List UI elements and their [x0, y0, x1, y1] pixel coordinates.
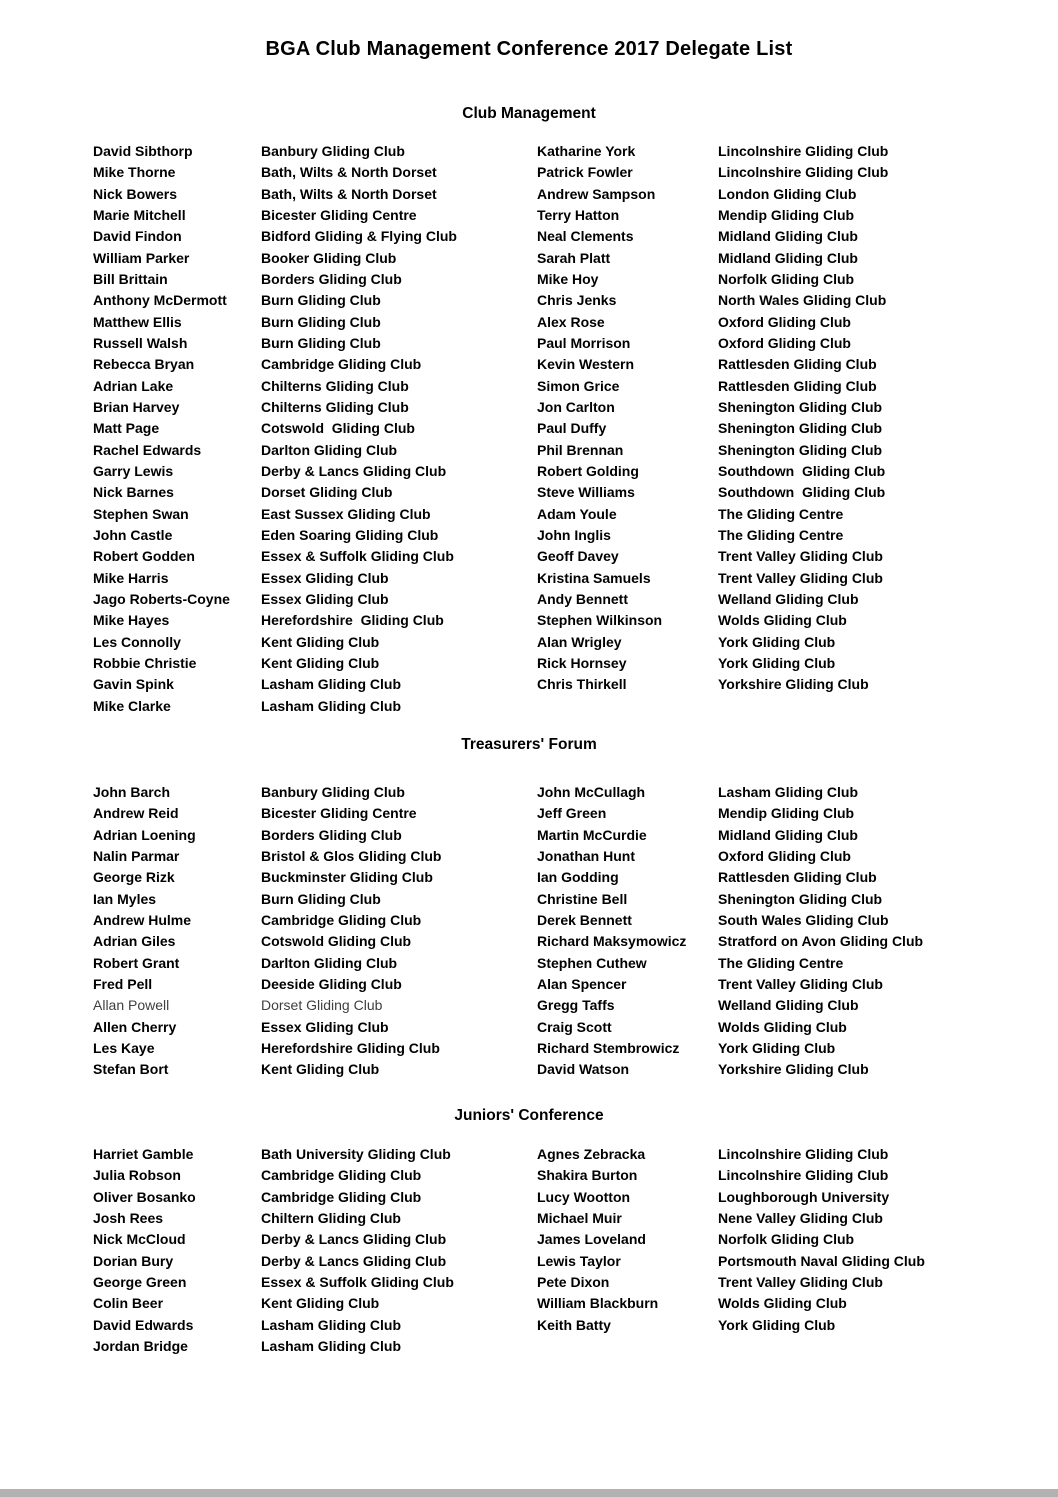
delegate-name: Les Connolly: [93, 633, 181, 650]
delegate-club: Burn Gliding Club: [261, 313, 381, 330]
delegate-name: George Green: [93, 1273, 187, 1290]
delegate-club: Shenington Gliding Club: [718, 890, 883, 907]
delegate-name: Agnes Zebracka: [537, 1146, 646, 1162]
delegate-name: Rick Hornsey: [537, 654, 627, 671]
delegate-name: Andrew Reid: [93, 805, 179, 822]
delegate-club: Bicester Gliding Centre: [261, 206, 417, 223]
delegate-club: Dorset Gliding Club: [261, 997, 383, 1014]
delegate-club: York Gliding Club: [718, 1039, 836, 1056]
delegate-club: Borders Gliding Club: [261, 826, 402, 843]
delegate-name: Gavin Spink: [93, 676, 174, 693]
delegate-name: Mike Hayes: [93, 612, 170, 629]
delegate-club: Yorkshire Gliding Club: [718, 676, 869, 693]
delegate-name: Bill Brittain: [93, 270, 168, 287]
delegate-club: Derby & Lancs Gliding Club: [261, 1231, 447, 1248]
delegate-club: Bristol & Glos Gliding Club: [261, 847, 442, 864]
delegate-name: Mike Thorne: [93, 164, 176, 181]
delegate-name: Sarah Platt: [537, 249, 611, 266]
delegate-name: Jeff Green: [537, 805, 607, 822]
delegate-club: Wolds Gliding Club: [718, 612, 847, 629]
delegate-club: Burn Gliding Club: [261, 890, 381, 907]
delegate-name: Alan Spencer: [537, 975, 627, 992]
delegate-name: Rebecca Bryan: [93, 356, 195, 373]
delegate-name: Patrick Fowler: [537, 164, 633, 181]
delegate-name: Mike Harris: [93, 569, 169, 586]
delegate-name: Andrew Sampson: [537, 185, 656, 202]
delegate-name: Lucy Wootton: [537, 1188, 631, 1205]
bottom-edge-bar: [0, 1489, 1058, 1497]
delegate-club: London Gliding Club: [718, 185, 857, 202]
delegate-name: Katharine York: [537, 143, 636, 159]
delegate-club: Deeside Gliding Club: [261, 975, 402, 992]
delegate-club: Loughborough University: [718, 1188, 890, 1205]
delegate-club: Oxford Gliding Club: [718, 334, 851, 351]
delegate-club: Kent Gliding Club: [261, 1295, 380, 1312]
delegate-name: Adrian Giles: [93, 933, 176, 950]
delegate-club: Welland Gliding Club: [718, 997, 859, 1014]
delegate-club: Cambridge Gliding Club: [261, 1167, 422, 1184]
delegate-name: Jon Carlton: [537, 398, 615, 415]
delegate-club: Herefordshire Gliding Club: [261, 1039, 440, 1056]
delegate-club: Cambridge Gliding Club: [261, 1188, 422, 1205]
delegate-name: Russell Walsh: [93, 334, 188, 351]
delegate-name: Marie Mitchell: [93, 206, 186, 223]
delegate-club: Bath, Wilts & North Dorset: [261, 185, 437, 202]
delegate-club: Chilterns Gliding Club: [261, 377, 409, 394]
delegate-name: Martin McCurdie: [537, 826, 647, 843]
delegate-club: Nene Valley Gliding Club: [718, 1209, 883, 1226]
delegate-club: Essex & Suffolk Gliding Club: [261, 1273, 454, 1290]
delegate-name: Stephen Swan: [93, 505, 189, 522]
delegate-club: Burn Gliding Club: [261, 334, 381, 351]
delegate-name: Colin Beer: [93, 1295, 164, 1312]
delegate-club: Essex Gliding Club: [261, 569, 389, 586]
delegate-name: [537, 1336, 718, 1357]
delegate-club: Trent Valley Gliding Club: [718, 975, 883, 992]
delegate-club: Shenington Gliding Club: [718, 441, 883, 458]
delegate-club: Derby & Lancs Gliding Club: [261, 462, 447, 479]
delegate-name: Harriet Gamble: [93, 1146, 194, 1162]
delegate-name: Alex Rose: [537, 313, 605, 330]
delegate-club: Lincolnshire Gliding Club: [718, 164, 889, 181]
delegate-name: Kristina Samuels: [537, 569, 651, 586]
delegate-name: Mike Hoy: [537, 270, 599, 287]
delegate-club: Buckminster Gliding Club: [261, 869, 433, 886]
delegate-table: [93, 1144, 1023, 1357]
delegate-club: Essex Gliding Club: [261, 1018, 389, 1035]
delegate-name: Ian Godding: [537, 869, 619, 886]
delegate-name: Allan Powell: [93, 997, 170, 1014]
delegate-club: Norfolk Gliding Club: [718, 1231, 855, 1248]
delegate-name: Richard Stembrowicz: [537, 1039, 680, 1056]
delegate-club: Rattlesden Gliding Club: [718, 356, 877, 373]
delegate-club: Lasham Gliding Club: [261, 1337, 402, 1354]
delegate-club: Portsmouth Naval Gliding Club: [718, 1252, 925, 1269]
delegate-club: Cotswold Gliding Club: [261, 420, 415, 437]
delegate-name: Andy Bennett: [537, 590, 628, 607]
delegate-name: Phil Brennan: [537, 441, 624, 458]
delegate-club: Eden Soaring Gliding Club: [261, 526, 439, 543]
delegate-club: Chiltern Gliding Club: [261, 1209, 401, 1226]
delegate-name: David Sibthorp: [93, 143, 193, 159]
delegate-name: Jago Roberts-Coyne: [93, 590, 230, 607]
delegate-club: Herefordshire Gliding Club: [261, 612, 444, 629]
delegate-club: Midland Gliding Club: [718, 826, 858, 843]
delegate-name: James Loveland: [537, 1231, 646, 1248]
delegate-name: Nalin Parmar: [93, 847, 180, 864]
delegate-name: Robert Golding: [537, 462, 639, 479]
delegate-name: Kevin Western: [537, 356, 634, 373]
delegate-club: York Gliding Club: [718, 1316, 836, 1333]
delegate-club: Chilterns Gliding Club: [261, 398, 409, 415]
delegate-club: Darlton Gliding Club: [261, 441, 398, 458]
delegate-club: Norfolk Gliding Club: [718, 270, 855, 287]
delegate-club: Lasham Gliding Club: [261, 1316, 402, 1333]
delegate-name: John Inglis: [537, 526, 611, 543]
delegate-name: Steve Williams: [537, 484, 635, 501]
delegate-club: Trent Valley Gliding Club: [718, 569, 883, 586]
delegate-club: Borders Gliding Club: [261, 270, 402, 287]
delegate-club: Kent Gliding Club: [261, 633, 380, 650]
delegate-club: Southdown Gliding Club: [718, 484, 886, 501]
delegate-name: Robert Godden: [93, 548, 195, 565]
delegate-club: Oxford Gliding Club: [718, 847, 851, 864]
delegate-name: Michael Muir: [537, 1209, 622, 1226]
delegate-club: Cambridge Gliding Club: [261, 356, 422, 373]
delegate-name: William Parker: [93, 249, 190, 266]
delegate-club: Mendip Gliding Club: [718, 206, 855, 223]
delegate-name: Anthony McDermott: [93, 292, 227, 309]
delegate-name: Nick Bowers: [93, 185, 178, 202]
delegate-club: Bidford Gliding & Flying Club: [261, 228, 457, 245]
delegate-name: Jordan Bridge: [93, 1337, 188, 1354]
delegate-club: Booker Gliding Club: [261, 249, 397, 266]
section-heading: Juniors' Conference: [454, 1107, 604, 1124]
delegate-name: Mike Clarke: [93, 697, 171, 714]
delegate-name: Matt Page: [93, 420, 160, 437]
delegate-name: Shakira Burton: [537, 1167, 638, 1184]
delegate-name: David Edwards: [93, 1316, 194, 1333]
delegate-name: Geoff Davey: [537, 548, 619, 565]
delegate-club: Banbury Gliding Club: [261, 143, 405, 159]
delegate-club: Wolds Gliding Club: [718, 1295, 847, 1312]
delegate-club: Lincolnshire Gliding Club: [718, 1167, 889, 1184]
delegate-name: Terry Hatton: [537, 206, 620, 223]
delegate-club: Kent Gliding Club: [261, 1061, 380, 1078]
delegate-name: Craig Scott: [537, 1018, 612, 1035]
delegate-name: Stephen Wilkinson: [537, 612, 663, 629]
delegate-club: York Gliding Club: [718, 633, 836, 650]
delegate-name: Andrew Hulme: [93, 911, 192, 928]
delegate-name: Robert Grant: [93, 954, 180, 971]
delegate-club: Cotswold Gliding Club: [261, 933, 412, 950]
delegate-name: Josh Rees: [93, 1209, 164, 1226]
page-title: BGA Club Management Conference 2017 Delegate List: [265, 38, 793, 60]
delegate-club: Derby & Lancs Gliding Club: [261, 1252, 447, 1269]
delegate-club: Stratford on Avon Gliding Club: [718, 933, 924, 950]
delegate-club: Essex Gliding Club: [261, 590, 389, 607]
delegate-name: David Findon: [93, 228, 182, 245]
delegate-name: John Barch: [93, 784, 171, 800]
delegate-name: Stefan Bort: [93, 1061, 169, 1078]
delegate-club: [718, 696, 1023, 717]
delegate-club: York Gliding Club: [718, 654, 836, 671]
delegate-club: Lasham Gliding Club: [718, 784, 859, 800]
delegate-name: Oliver Bosanko: [93, 1188, 196, 1205]
delegate-club: South Wales Gliding Club: [718, 911, 889, 928]
delegate-club: Midland Gliding Club: [718, 228, 858, 245]
delegate-club: The Gliding Centre: [718, 526, 844, 543]
delegate-club: Lincolnshire Gliding Club: [718, 143, 889, 159]
delegate-club: Rattlesden Gliding Club: [718, 869, 877, 886]
delegate-name: Paul Morrison: [537, 334, 631, 351]
delegate-club: Banbury Gliding Club: [261, 784, 405, 800]
delegate-name: John McCullagh: [537, 784, 646, 800]
delegate-name: Les Kaye: [93, 1039, 155, 1056]
delegate-club: Trent Valley Gliding Club: [718, 1273, 883, 1290]
delegate-club: Bicester Gliding Centre: [261, 805, 417, 822]
delegate-name: William Blackburn: [537, 1295, 659, 1312]
delegate-name: Adam Youle: [537, 505, 617, 522]
delegate-club: Welland Gliding Club: [718, 590, 859, 607]
delegate-name: Simon Grice: [537, 377, 620, 394]
delegate-club: Yorkshire Gliding Club: [718, 1061, 869, 1078]
delegate-name: Stephen Cuthew: [537, 954, 647, 971]
delegate-club: Bath University Gliding Club: [261, 1146, 451, 1162]
delegate-name: Allen Cherry: [93, 1018, 177, 1035]
delegate-club: Dorset Gliding Club: [261, 484, 393, 501]
delegate-club: Lincolnshire Gliding Club: [718, 1146, 889, 1162]
delegate-name: Christine Bell: [537, 890, 628, 907]
delegate-name: Gregg Taffs: [537, 997, 615, 1014]
delegate-name: Dorian Bury: [93, 1252, 174, 1269]
delegate-name: Ian Myles: [93, 890, 157, 907]
delegate-name: John Castle: [93, 526, 173, 543]
delegate-name: Nick Barnes: [93, 484, 174, 501]
delegate-club: The Gliding Centre: [718, 505, 844, 522]
delegate-name: Neal Clements: [537, 228, 634, 245]
delegate-club: Southdown Gliding Club: [718, 462, 886, 479]
delegate-club: Shenington Gliding Club: [718, 420, 883, 437]
delegate-club: Cambridge Gliding Club: [261, 911, 422, 928]
delegate-name: David Watson: [537, 1061, 630, 1078]
delegate-club: Oxford Gliding Club: [718, 313, 851, 330]
delegate-table: [93, 782, 1023, 1081]
delegate-name: Jonathan Hunt: [537, 847, 635, 864]
delegate-name: Richard Maksymowicz: [537, 933, 687, 950]
delegate-club: Kent Gliding Club: [261, 654, 380, 671]
delegate-club: Lasham Gliding Club: [261, 697, 402, 714]
delegate-club: Burn Gliding Club: [261, 292, 381, 309]
delegate-club: East Sussex Gliding Club: [261, 505, 431, 522]
section-heading: Club Management: [462, 105, 596, 122]
delegate-club: [718, 1336, 1023, 1357]
delegate-club: Rattlesden Gliding Club: [718, 377, 877, 394]
delegate-name: [537, 696, 718, 717]
delegate-name: Derek Bennett: [537, 911, 632, 928]
delegate-name: George Rizk: [93, 869, 175, 886]
delegate-name: Lewis Taylor: [537, 1252, 621, 1269]
delegate-name: Chris Jenks: [537, 292, 617, 309]
delegate-club: Trent Valley Gliding Club: [718, 548, 883, 565]
delegate-name: Julia Robson: [93, 1167, 181, 1184]
delegate-name: Adrian Loening: [93, 826, 196, 843]
delegate-name: Brian Harvey: [93, 398, 180, 415]
delegate-name: Alan Wrigley: [537, 633, 622, 650]
delegate-club: Shenington Gliding Club: [718, 398, 883, 415]
delegate-name: Matthew Ellis: [93, 313, 182, 330]
delegate-club: Lasham Gliding Club: [261, 676, 402, 693]
delegate-name: Fred Pell: [93, 975, 153, 992]
delegate-name: Rachel Edwards: [93, 441, 202, 458]
delegate-club: Essex & Suffolk Gliding Club: [261, 548, 454, 565]
delegate-club: The Gliding Centre: [718, 954, 844, 971]
delegate-name: Pete Dixon: [537, 1273, 610, 1290]
delegate-name: Garry Lewis: [93, 462, 174, 479]
delegate-name: Paul Duffy: [537, 420, 607, 437]
delegate-name: Adrian Lake: [93, 377, 174, 394]
delegate-club: Bath, Wilts & North Dorset: [261, 164, 437, 181]
section-heading: Treasurers' Forum: [461, 736, 597, 753]
delegate-name: Chris Thirkell: [537, 676, 627, 693]
delegate-name: Robbie Christie: [93, 654, 197, 671]
delegate-club: Wolds Gliding Club: [718, 1018, 847, 1035]
delegate-name: Keith Batty: [537, 1316, 611, 1333]
delegate-club: North Wales Gliding Club: [718, 292, 887, 309]
delegate-table: [93, 141, 1023, 717]
delegate-club: Midland Gliding Club: [718, 249, 858, 266]
delegate-club: Darlton Gliding Club: [261, 954, 398, 971]
delegate-club: Mendip Gliding Club: [718, 805, 855, 822]
delegate-name: Nick McCloud: [93, 1231, 186, 1248]
